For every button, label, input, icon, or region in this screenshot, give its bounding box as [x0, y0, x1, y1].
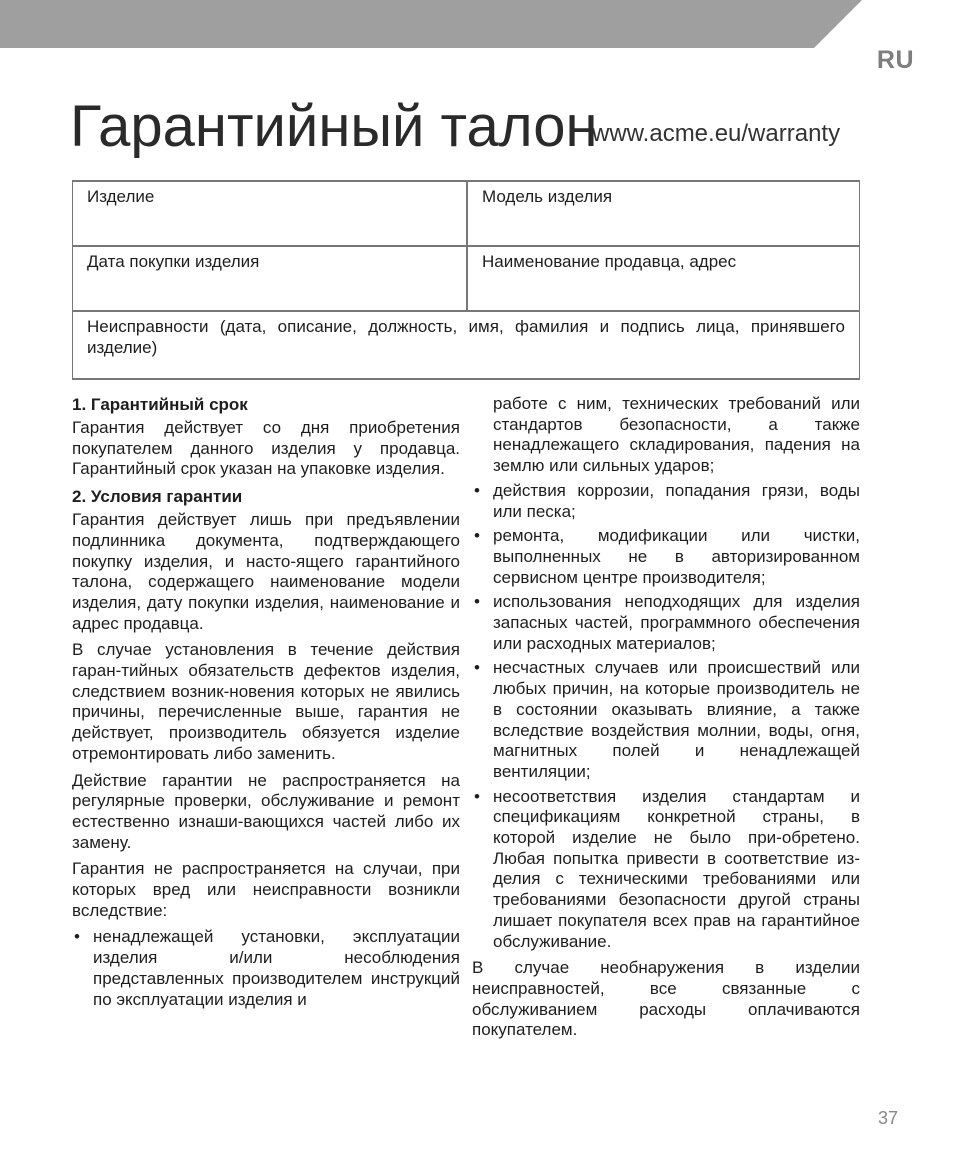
defects-field[interactable]: Неисправности (дата, описание, должность, имя, фамилия и подпись лица, принявшего изделие)	[87, 317, 845, 357]
model-field[interactable]: Модель изделия	[482, 187, 613, 206]
list-item-text: несчастных случаев или происшествий или любых причин, на которые производитель не в состоянии оказывать влияние, а также вследствие воздействия молнии, воды, огня, магнитных полей и ненадлежащей вентиляции;	[493, 658, 860, 781]
form-row	[73, 245, 859, 310]
list-item-text: действия коррозии, попадания грязи, воды или песка;	[493, 480, 860, 521]
paragraph: Гарантия действует со дня приобретения покупателем данного изделия у продавца. Гарантийный срок указан на упаковке изделия.	[72, 418, 460, 479]
warranty-url: www.acme.eu/warranty	[592, 120, 841, 147]
paragraph: работе с ним, технических требований или стандартов безопасности, а также ненадлежащего складирования, падения на землю или сильных ударов;	[493, 394, 860, 476]
paragraph: Действие гарантии не распространяется на регулярные проверки, обслуживание и ремонт естественно изнаши-вающихся частей либо их замену.	[72, 770, 460, 852]
list-item-text: несоответствия изделия стандартам и спецификациям конкретной страны, в которой изделие не было при-обретено. Любая попытка привести в соответствие из-делия с техническими требованиями или требованиями безопасности другой страны лишает покупателя всех прав на гарантийное обслуживание.	[493, 786, 860, 951]
bullet-icon: •	[474, 786, 480, 806]
bullet-list	[72, 927, 460, 1010]
bullet-icon: •	[474, 526, 480, 546]
list-item-text: ненадлежащей установки, эксплуатации изделия и/или несоблюдения представленных производителем инструкций по эксплуатации изделия и	[93, 927, 460, 1009]
paragraph: Гарантия действует лишь при предъявлении подлинника документа, подтверждающего покупку изделия, и насто-ящего гарантийного талона, содержащего наименование модели изделия, дату покупки изделия, наименование и адрес продавца.	[72, 510, 460, 633]
form-row	[73, 310, 859, 378]
warranty-form	[72, 180, 860, 380]
paragraph: В случае необнаружения в изделии неисправностей, все связанные с обслуживанием расходы оплачиваются покупателем.	[472, 958, 860, 1040]
section-heading: 1. Гарантийный срок	[72, 395, 248, 414]
bullet-icon: •	[474, 658, 480, 678]
list-item	[472, 481, 860, 522]
header-bar	[0, 0, 954, 48]
left-column	[72, 394, 460, 1016]
paragraph: Гарантия не распространяется на случаи, при которых вред или неисправности возникли вследствие:	[72, 859, 460, 920]
paragraph: В случае установления в течение действия гаран-тийных обязательств дефектов изделия, следствием возник-новения которых не явились причины, перечисленные выше, гарантия не действует, производитель обязуется изделие отремонтировать либо заменить.	[72, 640, 460, 763]
list-item-text: использования неподходящих для изделия запасных частей, программного обеспечения или расходных материалов;	[493, 592, 860, 653]
section-heading: 2. Условия гарантии	[72, 487, 243, 507]
bullet-icon: •	[74, 927, 80, 947]
list-item	[472, 787, 860, 953]
bullet-icon: •	[474, 592, 480, 612]
bullet-list	[472, 481, 860, 952]
list-item	[72, 927, 460, 1010]
list-item	[472, 592, 860, 654]
right-column	[472, 394, 860, 1047]
list-item-text: ремонта, модификации или чистки, выполненных не в авторизированном сервисном центре производителя;	[493, 526, 860, 587]
seller-field[interactable]: Наименование продавца, адрес	[482, 252, 737, 271]
purchase-date-field[interactable]: Дата покупки изделия	[73, 247, 468, 310]
product-field[interactable]: Изделие	[73, 182, 468, 245]
language-code: RU	[876, 46, 914, 74]
form-row	[73, 182, 859, 245]
list-item	[472, 658, 860, 782]
page-title: Гарантийный талон	[70, 94, 598, 159]
bullet-icon: •	[474, 480, 480, 500]
list-item	[472, 526, 860, 588]
page-number: 37	[877, 1108, 898, 1128]
